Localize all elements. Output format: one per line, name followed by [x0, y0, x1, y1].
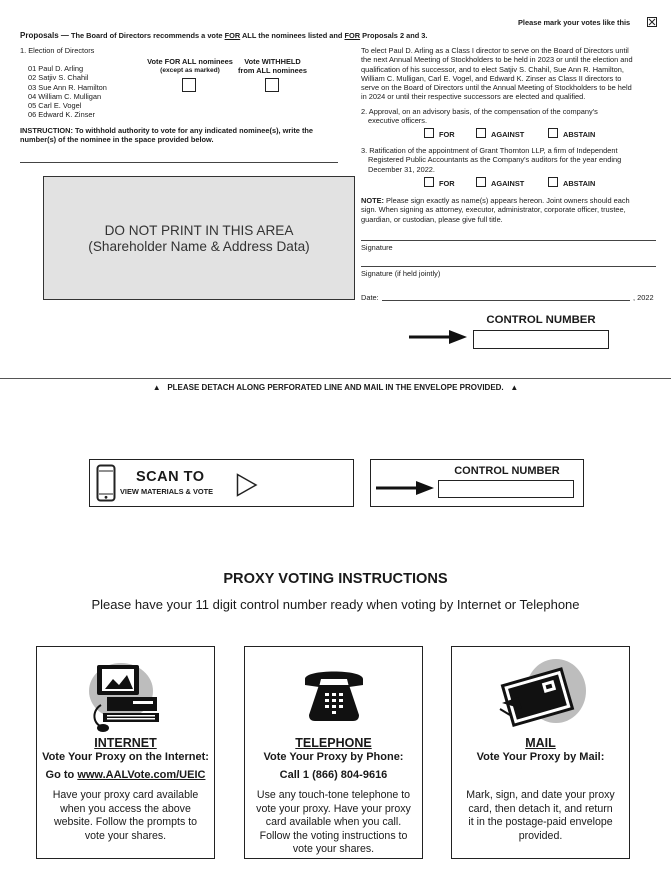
computer-icon: [89, 655, 169, 735]
nominee: 05 Carl E. Vogel: [28, 101, 82, 111]
control-number-label: CONTROL NUMBER: [454, 465, 560, 477]
nominee-list: [28, 64, 107, 120]
joint-signature-line[interactable]: [361, 266, 656, 267]
proposal-2-abstain-checkbox[interactable]: [548, 128, 558, 138]
date-label: Date:: [361, 293, 379, 302]
board-recommendation: Proposals — The Board of Directors recommends a vote FOR ALL the nominees listed and FOR Proposals 2 and 3.: [20, 31, 428, 40]
control-number-field[interactable]: [438, 480, 574, 498]
perforated-line: [0, 378, 671, 379]
mark-votes-instruction: Please mark your votes like this: [518, 18, 631, 27]
internet-line1: Vote Your Proxy on the Internet:: [42, 751, 209, 763]
triangle-up-icon: ▲: [510, 383, 519, 392]
signing-note: NOTE: Please sign exactly as name(s) appears hereon. Joint owners should each sign. When signing as attorney, executor, administrator, corporate officer, trustee, guardian, or custodian, please give full title.: [361, 196, 630, 224]
option-label: AGAINST: [491, 130, 525, 139]
arrow-right-icon: [409, 330, 467, 344]
mail-title: MAIL: [525, 736, 556, 750]
proposal-3-abstain-checkbox[interactable]: [548, 177, 558, 187]
scan-to-title: SCAN TO: [136, 469, 205, 485]
play-triangle-icon: [236, 473, 258, 497]
option-label: FOR: [439, 130, 455, 139]
nominee: 02 Satjiv S. Chahil: [28, 73, 89, 83]
telephone-instructions: Use any touch-tone telephone to vote your proxy. Have your proxy card available when you call. Follow the voting instructions to vote your shares.: [256, 789, 411, 856]
vote-withheld-label: Vote WITHHELD from ALL nominees: [238, 57, 307, 75]
proposal-2: 2. Approval, on an advisory basis, of the compensation of the company's executive officers.: [361, 107, 598, 126]
nominee: 01 Paul D. Arling: [28, 64, 84, 73]
address-block: DO NOT PRINT IN THIS AREA (Shareholder Name & Address Data): [43, 176, 355, 300]
telephone-title: TELEPHONE: [295, 736, 372, 750]
proposal-2-against-checkbox[interactable]: [476, 128, 486, 138]
withhold-write-in-line[interactable]: [20, 162, 338, 163]
telephone-voting-card: [244, 646, 423, 859]
instructions-heading: PROXY VOTING INSTRUCTIONS: [223, 571, 448, 587]
option-label: AGAINST: [491, 179, 525, 188]
withhold-instruction: INSTRUCTION: To withhold authority to vote for any indicated nominee(s), write the number(s) of the nominee in the space provided below.: [20, 126, 314, 145]
envelope-icon: [498, 657, 586, 735]
election-description: To elect Paul D. Arling as a Class I director to serve on the Board of Directors until the next Annual Meeting of Stockholders to be held in 2023 or until the election and qualification of his successor, and to elect Satjiv S. Chahil, Sue Ann R. Hamilton, William C. Mulligan, Carl E. Vogel, and Edward K. Zinser as Class II directors to serve on the Board of Directors until the Annual Meeting of Stockholders to be held in 2024 or until their respective successors are elected and qualified.: [361, 46, 633, 102]
proposal-2-for-checkbox[interactable]: [424, 128, 434, 138]
option-label: FOR: [439, 179, 455, 188]
sample-mark-box: [647, 17, 657, 27]
internet-instructions: Have your proxy card available when you access the above website. Follow the prompts to vote your shares.: [52, 789, 199, 842]
internet-url-line: Go to www.AALVote.com/UEIC: [45, 769, 206, 781]
telephone-line1: Vote Your Proxy by Phone:: [263, 751, 404, 763]
mail-voting-card: [451, 646, 630, 859]
nominee: 03 Sue Ann R. Hamilton: [28, 82, 107, 92]
control-number-label: CONTROL NUMBER: [486, 314, 596, 326]
telephone-number[interactable]: Call 1 (866) 804-9616: [279, 769, 388, 781]
control-number-box: [370, 459, 584, 507]
internet-voting-card: [36, 646, 215, 859]
internet-title: INTERNET: [94, 736, 157, 750]
scan-to-vote-box[interactable]: [89, 459, 354, 507]
joint-signature-label: Signature (if held jointly): [361, 269, 441, 278]
option-label: ABSTAIN: [563, 130, 596, 139]
nominee: 04 William C. Mulligan: [28, 91, 102, 101]
proposal-3-against-checkbox[interactable]: [476, 177, 486, 187]
proposal-3-for-checkbox[interactable]: [424, 177, 434, 187]
vote-for-all-label: Vote FOR ALL nominees (except as marked): [147, 57, 233, 74]
date-line[interactable]: [382, 300, 630, 301]
signature-label: Signature: [361, 243, 393, 252]
vote-withheld-checkbox[interactable]: [265, 78, 279, 92]
arrow-right-icon: [376, 481, 434, 495]
detach-instruction: ▲ PLEASE DETACH ALONG PERFORATED LINE AND MAIL IN THE ENVELOPE PROVIDED. ▲: [152, 383, 519, 392]
vote-for-all-checkbox[interactable]: [182, 78, 196, 92]
election-heading: 1. Election of Directors: [20, 46, 95, 55]
proposal-3: 3. Ratification of the appointment of Grant Thornton LLP, a firm of Independent Registered Public Accountants as the Company's auditors for the year ending December 31, 2022.: [361, 146, 622, 174]
date-year: , 2022: [633, 293, 654, 302]
control-number-field[interactable]: [473, 330, 609, 349]
instructions-subheading: Please have your 11 digit control number ready when voting by Internet or Telephone: [91, 597, 580, 612]
x-mark-icon: [648, 18, 656, 26]
smartphone-icon: [96, 464, 116, 502]
signature-line[interactable]: [361, 240, 656, 241]
telephone-icon: [301, 665, 367, 723]
scan-to-subtitle: VIEW MATERIALS & VOTE: [120, 487, 214, 496]
voting-website-link[interactable]: www.AALVote.com/UEIC: [77, 769, 206, 781]
nominee: 06 Edward K. Zinser: [28, 110, 95, 120]
mail-line1: Vote Your Proxy by Mail:: [476, 751, 605, 763]
mail-instructions: Mark, sign, and date your proxy card, then detach it, and return it in the postage-paid envelope provided.: [466, 789, 615, 842]
option-label: ABSTAIN: [563, 179, 596, 188]
triangle-up-icon: ▲: [152, 383, 161, 392]
